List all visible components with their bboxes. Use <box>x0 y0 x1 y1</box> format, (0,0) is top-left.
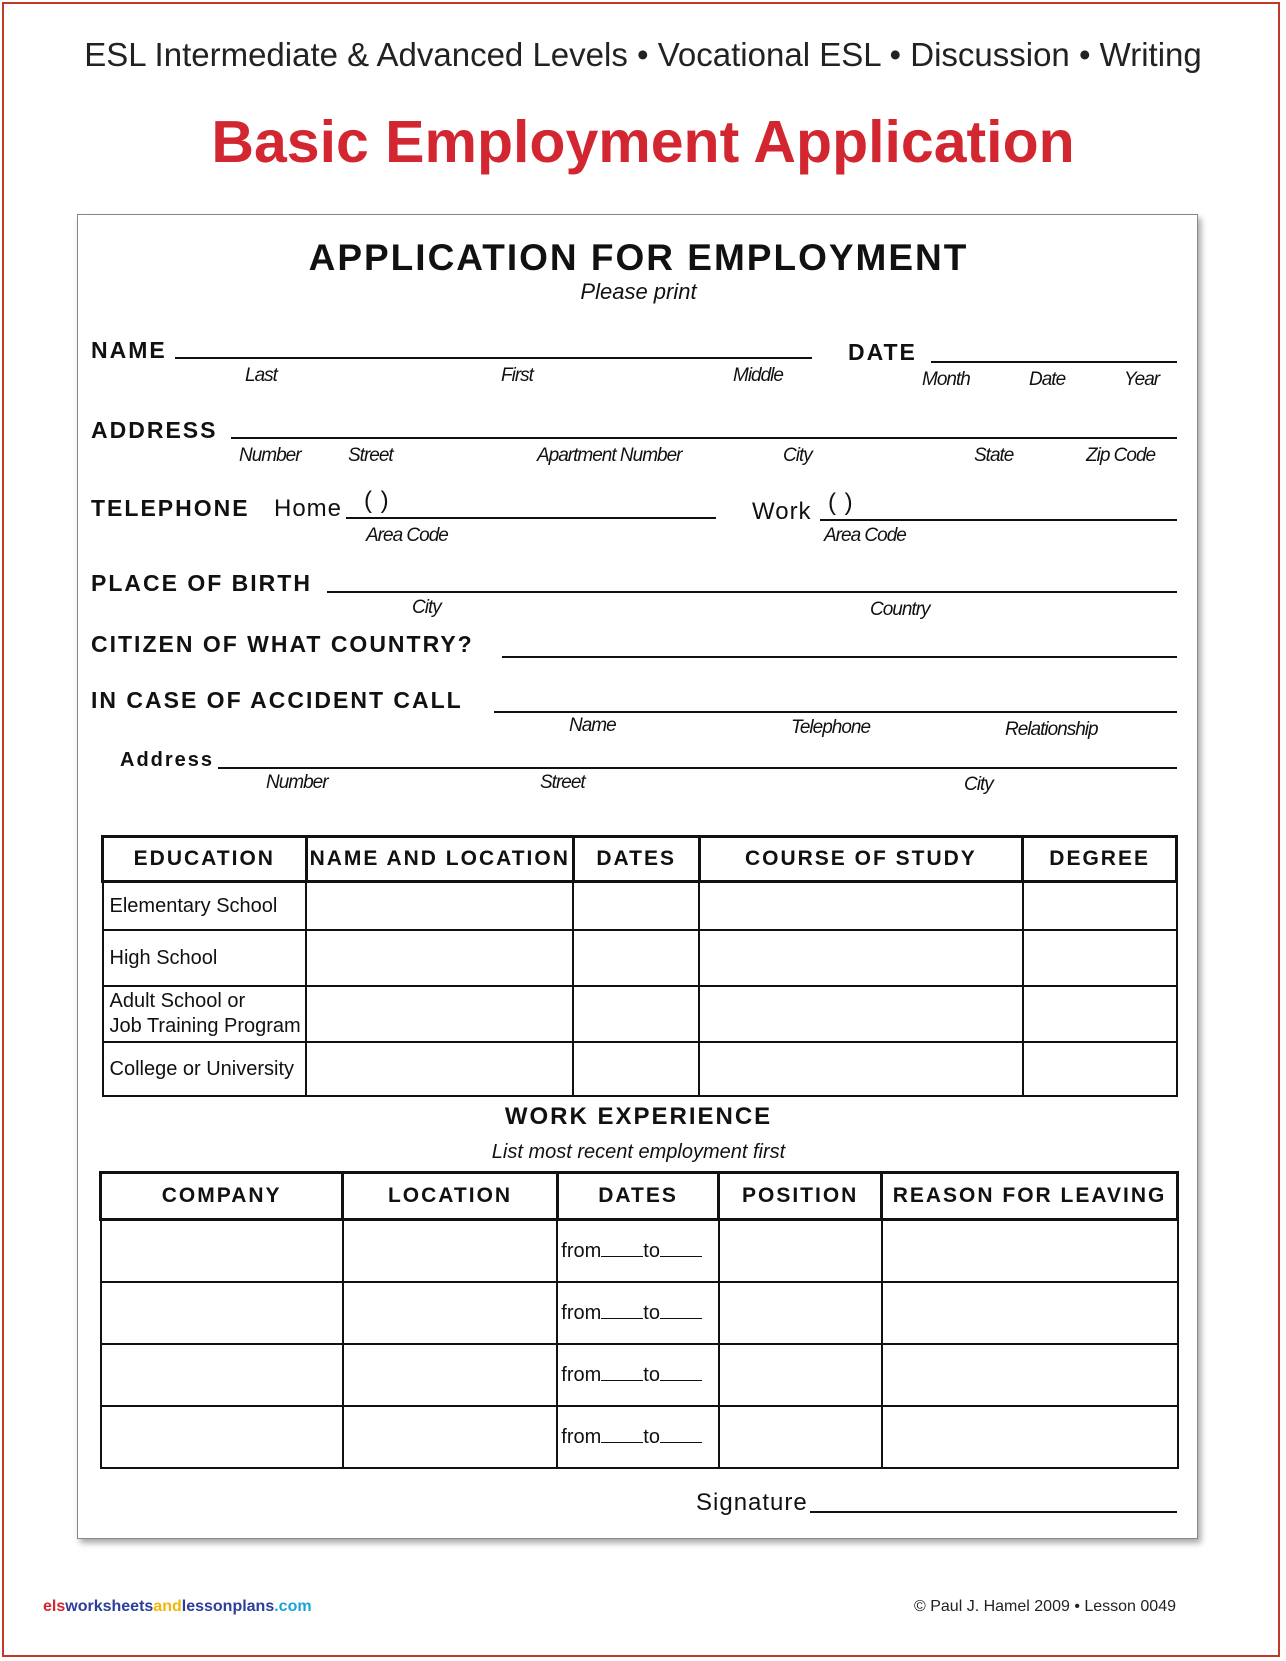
education-cell[interactable] <box>699 882 1023 931</box>
education-row-high-school: High School <box>103 930 307 986</box>
address-sub-city: City <box>783 445 812 466</box>
education-cell[interactable] <box>1023 1042 1177 1096</box>
work-cell[interactable] <box>101 1282 343 1344</box>
from-label: from <box>561 1363 602 1386</box>
address-sub-street: Street <box>348 445 393 466</box>
date-sub-month: Month <box>922 369 970 390</box>
accident-address-sub-city: City <box>964 774 993 795</box>
education-header-education: EDUCATION <box>103 837 307 882</box>
citizen-label: CITIZEN OF WHAT COUNTRY? <box>91 631 474 657</box>
work-cell[interactable] <box>882 1282 1178 1344</box>
education-cell[interactable] <box>306 882 573 931</box>
work-cell[interactable] <box>719 1220 882 1283</box>
to-label: to <box>643 1239 660 1262</box>
table-row <box>101 1406 1178 1468</box>
work-header-reason: REASON FOR LEAVING <box>882 1173 1178 1220</box>
education-cell[interactable] <box>573 1042 699 1096</box>
from-blank[interactable] <box>601 1240 643 1257</box>
from-label: from <box>561 1425 602 1448</box>
work-header-position: POSITION <box>719 1173 882 1220</box>
to-label: to <box>643 1363 660 1386</box>
from-label: from <box>561 1301 602 1324</box>
education-row-adult-school <box>103 986 307 1042</box>
site-part-3: and <box>153 1598 182 1615</box>
education-cell[interactable] <box>699 930 1023 986</box>
birth-sub-city: City <box>412 597 441 618</box>
signature-field[interactable] <box>810 1511 1177 1513</box>
telephone-label: TELEPHONE <box>91 495 250 521</box>
work-cell[interactable] <box>343 1220 557 1283</box>
from-blank[interactable] <box>601 1426 643 1443</box>
home-area-parens: ( ) <box>364 487 390 514</box>
table-row <box>101 1344 1178 1406</box>
site-part-4: lessonplans <box>181 1598 275 1615</box>
name-sub-last: Last <box>245 365 277 386</box>
education-header-degree: DEGREE <box>1023 837 1177 882</box>
name-sub-middle: Middle <box>733 365 783 386</box>
to-blank[interactable] <box>660 1426 702 1443</box>
work-cell[interactable] <box>343 1282 557 1344</box>
work-cell[interactable] <box>882 1406 1178 1468</box>
telephone-work-label: Work <box>752 498 812 525</box>
education-row-college: College or University <box>103 1042 307 1096</box>
table-row <box>101 1282 1178 1344</box>
education-cell[interactable] <box>699 986 1023 1042</box>
site-part-1: els <box>43 1598 66 1615</box>
work-cell[interactable] <box>882 1220 1178 1283</box>
birth-field[interactable] <box>327 591 1177 593</box>
work-cell[interactable] <box>343 1344 557 1406</box>
education-header-course: COURSE OF STUDY <box>699 837 1023 882</box>
date-field[interactable] <box>931 361 1177 363</box>
birth-label: PLACE OF BIRTH <box>91 570 312 596</box>
education-header-dates: DATES <box>573 837 699 882</box>
footer-site-link[interactable] <box>43 1598 312 1616</box>
work-dates-cell[interactable] <box>557 1344 719 1406</box>
education-row-adult-line1: Adult School or <box>109 990 246 1012</box>
address-sub-state: State <box>974 445 1014 466</box>
page-title: Basic Employment Application <box>211 109 1075 175</box>
accident-address-sub-number: Number <box>266 772 328 793</box>
education-cell[interactable] <box>306 1042 573 1096</box>
education-cell[interactable] <box>699 1042 1023 1096</box>
name-label: NAME <box>91 337 167 363</box>
work-dates-cell[interactable] <box>557 1220 719 1283</box>
education-cell[interactable] <box>573 882 699 931</box>
to-blank[interactable] <box>660 1302 702 1319</box>
date-label: DATE <box>848 339 917 365</box>
page-tagline: ESL Intermediate & Advanced Levels • Vocational ESL • Discussion • Writing <box>84 36 1202 73</box>
citizen-field[interactable] <box>502 656 1177 658</box>
work-cell[interactable] <box>719 1344 882 1406</box>
accident-label: IN CASE OF ACCIDENT CALL <box>91 687 463 713</box>
site-part-2: worksheets <box>65 1598 154 1615</box>
address-sub-zip: Zip Code <box>1086 445 1156 466</box>
work-header-location: LOCATION <box>343 1173 557 1220</box>
home-phone-field[interactable] <box>346 517 716 519</box>
address-sub-apartment: Apartment Number <box>537 445 682 466</box>
accident-sub-relationship: Relationship <box>1005 719 1098 740</box>
form-subtitle: Please print <box>580 279 697 304</box>
accident-sub-telephone: Telephone <box>791 717 871 738</box>
table-row <box>101 1220 1178 1283</box>
education-cell[interactable] <box>573 930 699 986</box>
education-cell[interactable] <box>306 986 573 1042</box>
form-title: APPLICATION FOR EMPLOYMENT <box>308 237 969 278</box>
accident-sub-name: Name <box>569 715 616 736</box>
work-dates-cell[interactable] <box>557 1406 719 1468</box>
accident-field[interactable] <box>494 711 1177 713</box>
education-header-name-location: NAME AND LOCATION <box>306 837 573 882</box>
work-phone-field[interactable] <box>820 519 1177 521</box>
education-cell[interactable] <box>573 986 699 1042</box>
to-label: to <box>643 1301 660 1324</box>
work-cell[interactable] <box>101 1406 343 1468</box>
work-cell[interactable] <box>719 1406 882 1468</box>
work-area-code-label: Area Code <box>824 525 906 546</box>
application-form <box>77 214 1198 1539</box>
birth-sub-country: Country <box>870 599 930 620</box>
work-subtitle: List most recent employment first <box>491 1141 786 1163</box>
to-label: to <box>643 1425 660 1448</box>
to-blank[interactable] <box>660 1240 702 1257</box>
name-sub-first: First <box>501 365 533 386</box>
work-table <box>99 1171 1179 1469</box>
from-label: from <box>561 1239 602 1262</box>
work-cell[interactable] <box>719 1282 882 1344</box>
from-blank[interactable] <box>601 1364 643 1381</box>
name-field[interactable] <box>175 357 812 359</box>
from-blank[interactable] <box>601 1302 643 1319</box>
accident-address-sub-street: Street <box>540 772 585 793</box>
work-header-dates: DATES <box>557 1173 719 1220</box>
work-dates-cell[interactable] <box>557 1282 719 1344</box>
accident-address-label: Address <box>120 749 215 771</box>
work-cell[interactable] <box>343 1406 557 1468</box>
education-cell[interactable] <box>1023 930 1177 986</box>
work-cell[interactable] <box>101 1344 343 1406</box>
home-area-code-label: Area Code <box>366 525 448 546</box>
accident-address-field[interactable] <box>218 767 1177 769</box>
date-sub-date: Date <box>1029 369 1066 390</box>
site-part-5: .com <box>274 1598 312 1615</box>
footer-copyright: © Paul J. Hamel 2009 • Lesson 0049 <box>914 1598 1176 1615</box>
to-blank[interactable] <box>660 1364 702 1381</box>
work-header-company: COMPANY <box>101 1173 343 1220</box>
date-sub-year: Year <box>1124 369 1160 390</box>
education-row-adult-line2: Job Training Program <box>109 1015 301 1037</box>
address-label: ADDRESS <box>91 417 218 443</box>
work-area-parens: ( ) <box>828 489 854 516</box>
education-cell[interactable] <box>1023 882 1177 931</box>
address-sub-number: Number <box>239 445 301 466</box>
telephone-home-label: Home <box>274 495 343 522</box>
education-cell[interactable] <box>1023 986 1177 1042</box>
education-table <box>101 835 1178 1097</box>
work-title: WORK EXPERIENCE <box>504 1103 773 1130</box>
work-cell[interactable] <box>882 1344 1178 1406</box>
address-field[interactable] <box>231 437 1177 439</box>
education-row-elementary: Elementary School <box>103 882 307 931</box>
education-cell[interactable] <box>306 930 573 986</box>
work-cell[interactable] <box>101 1220 343 1283</box>
signature-label: Signature <box>696 1489 808 1516</box>
